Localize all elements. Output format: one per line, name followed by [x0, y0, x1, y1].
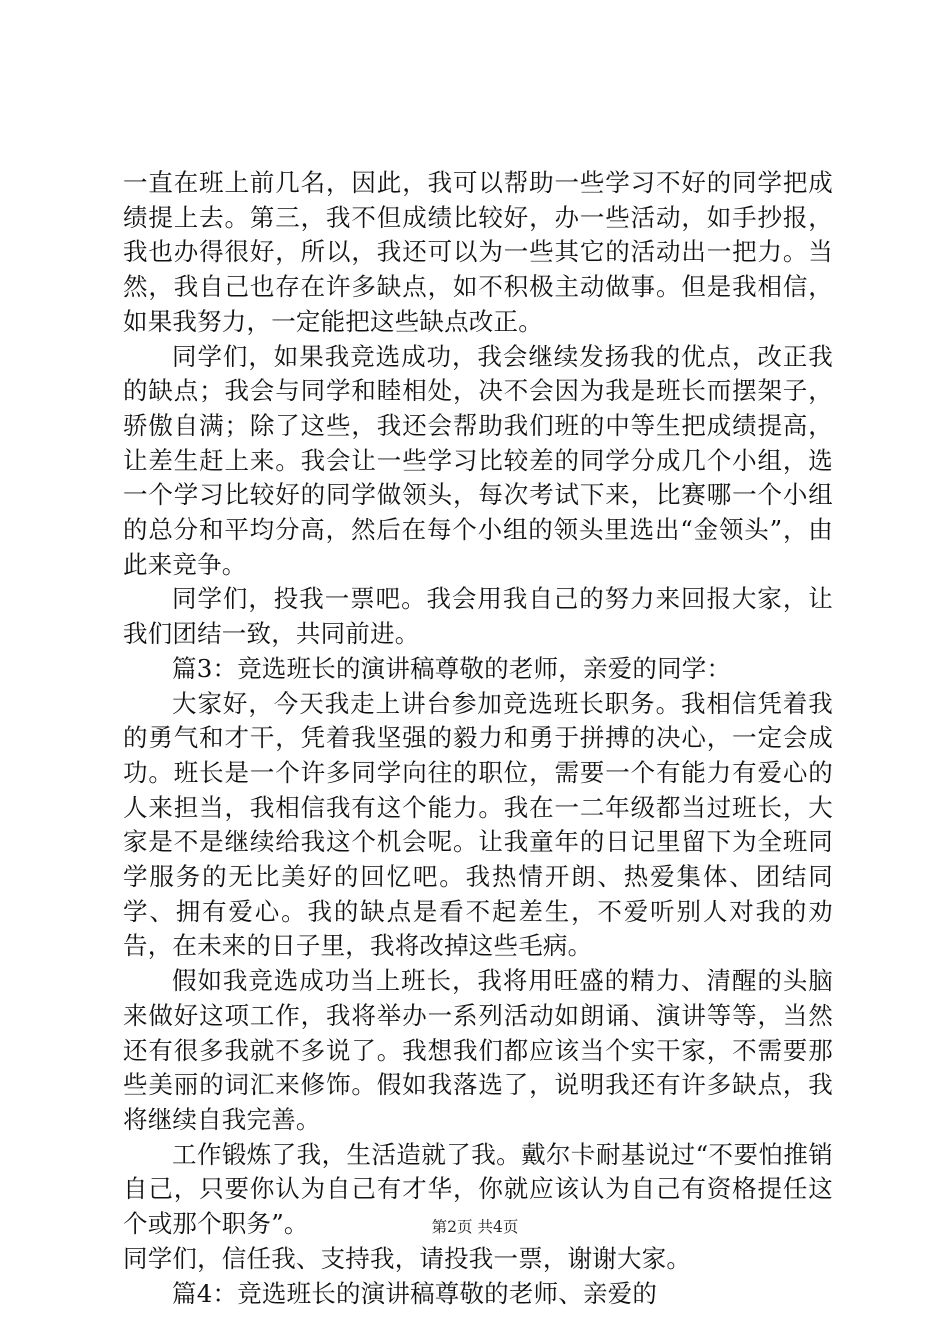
- paragraph-4: 大家好，今天我走上讲台参加竞选班长职务。我相信凭着我的勇气和才干，凭着我坚强的毅力和勇于拼搏的决心，一定会成功。班长是一个许多同学向往的职位，需要一个有能力有爱心的人来担当，我相信我有这个能力。我在一二年级都当过班长，大家是不是继续给我这个机会呢。让我童年的日记里留下为全班同学服务的无比美好的回忆吧。我热情开朗、热爱集体、团结同学、拥有爱心。我的缺点是看不起差生，不爱听别人对我的劝告，在未来的日子里，我将改掉这些毛病。: [123, 688, 833, 961]
- page-number-footer: 第2页 共4页: [431, 1218, 519, 1236]
- paragraph-3: 同学们，投我一票吧。我会用我自己的努力来回报大家，让我们团结一致，共同前进。: [123, 584, 833, 649]
- section-heading-4: 篇4：竞选班长的演讲稿尊敬的老师、亲爱的: [172, 1278, 658, 1308]
- paragraph-1: 一直在班上前几名，因此，我可以帮助一些学习不好的同学把成绩提上去。第三，我不但成绩比较好，办一些活动，如手抄报，我也办得很好，所以，我还可以为一些其它的活动出一把力。当然，我自己也存在许多缺点，如不积极主动做事。但是我相信，如果我努力，一定能把这些缺点改正。: [123, 168, 833, 336]
- document-body: [123, 166, 833, 1311]
- paragraph-5: 假如我竞选成功当上班长，我将用旺盛的精力、清醒的头脑来做好这项工作，我将举办一系列活动如朗诵、演讲等等，当然还有很多我就不多说了。我想我们都应该当个实干家，不需要那些美丽的词汇来修饰。假如我落选了，说明我还有许多缺点，我将继续自我完善。: [123, 966, 833, 1134]
- section-heading-3: 篇3：竞选班长的演讲稿尊敬的老师，亲爱的同学：: [172, 653, 732, 683]
- paragraph-7: 同学们，信任我、支持我，请投我一票，谢谢大家。: [123, 1243, 692, 1273]
- paragraph-2: 同学们，如果我竞选成功，我会继续发扬我的优点，改正我的缺点；我会与同学和睦相处，决不会因为我是班长而摆架子，骄傲自满；除了这些，我还会帮助我们班的中等生把成绩提高，让差生赶上来。我会让一些学习比较差的同学分成几个小组，选一个学习比较好的同学做领头，每次考试下来，比赛哪一个小组的总分和平均分高，然后在每个小组的领头里选出“金领头”，由此来竞争。: [123, 341, 833, 579]
- paragraph-6: 工作锻炼了我，生活造就了我。戴尔卡耐基说过“不要怕推销自己，只要你认为自己有才华，你就应该认为自己有资格提任这个或那个职务”。: [123, 1139, 833, 1239]
